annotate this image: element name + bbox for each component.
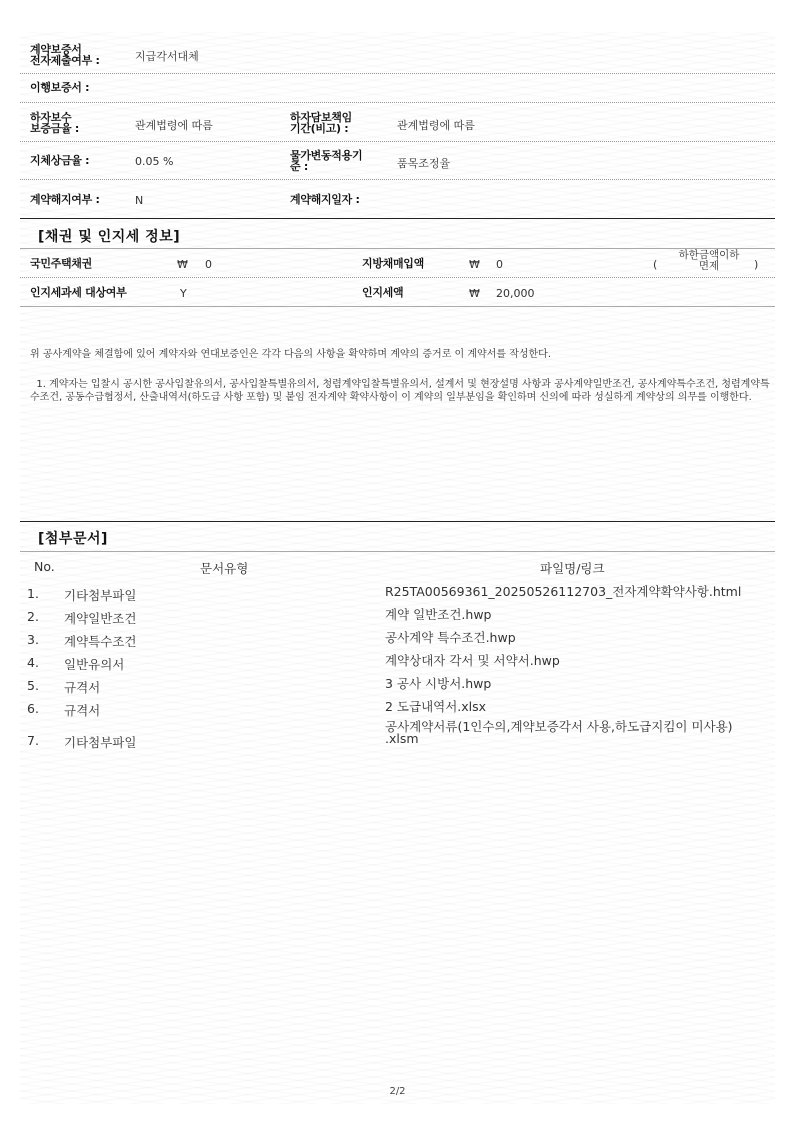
termination-date-label: 계약해지일자 : (290, 193, 360, 206)
defect-period-value: 관계법령에 따름 (397, 119, 475, 132)
attachment-file-link[interactable]: 계약 일반조건.hwp (385, 607, 492, 622)
attachment-no: 1. (27, 586, 39, 601)
section-divider (20, 218, 775, 219)
col-file-header: 파일명/링크 (540, 561, 605, 576)
page-number: 2/2 (389, 1086, 406, 1097)
housing-bond-value: 0 (205, 258, 212, 271)
housing-bond-label: 국민주택채권 (30, 257, 92, 270)
intro-paragraph: 위 공사계약을 체결함에 있어 계약자와 연대보증인은 각각 다음의 사항을 확약하며 계약의 증거로 이 계약서를 작성한다. (30, 349, 552, 360)
attachment-no: 5. (27, 678, 39, 693)
defect-amount-label: 하자보수 보증금율 : (30, 111, 79, 135)
attachment-type: 기타첨부파일 (64, 588, 137, 603)
price-adjust-label: 물가변동적용기 준 : (290, 149, 363, 173)
termination-value: N (135, 194, 144, 207)
local-bond-label: 지방채매입액 (362, 257, 424, 270)
stamp-target-value: Y (180, 287, 187, 300)
divider (20, 102, 775, 103)
penalty-value: 0.05 % (135, 155, 174, 168)
penalty-label: 지체상금율 : (30, 154, 90, 167)
divider (20, 277, 775, 278)
divider (20, 179, 775, 180)
divider (20, 73, 775, 74)
stamp-tax-value: 20,000 (496, 287, 535, 300)
attachment-type: 계약특수조건 (64, 634, 137, 649)
attachment-no: 6. (27, 701, 39, 716)
local-bond-note-open: ( (653, 258, 658, 271)
defect-period-label: 하자담보책임 기간(비고) : (290, 111, 352, 135)
attachment-type: 규격서 (64, 680, 101, 695)
attachment-no: 3. (27, 632, 39, 647)
attachment-no: 7. (27, 733, 39, 748)
local-bond-note-close: ) (754, 258, 759, 271)
stamp-tax-currency: ₩ (469, 287, 480, 300)
attachment-file-link[interactable]: R25TA00569361_20250526112703_전자계약확약사항.html (385, 584, 742, 599)
contract-page (20, 32, 775, 1104)
attachment-no: 2. (27, 609, 39, 624)
guarantee-submit-value: 지급각서대체 (135, 50, 199, 63)
housing-bond-currency: ₩ (177, 258, 188, 271)
local-bond-value: 0 (496, 258, 503, 271)
defect-amount-value: 관계법령에 따름 (135, 119, 213, 132)
bond-section-title: [채권 및 인지세 정보] (38, 229, 181, 245)
guarantee-submit-label: 계약보증서 전자제출여부 : (30, 43, 100, 67)
attachment-type: 일반유의서 (64, 657, 125, 672)
attachment-file-link[interactable]: 공사계약서류(1인수의,계약보증각서 사용,하도급지킴이 미사용) .xlsm (385, 719, 733, 746)
divider (20, 141, 775, 142)
section-divider (20, 521, 775, 522)
attachment-file-link[interactable]: 3 공사 시방서.hwp (385, 676, 492, 691)
stamp-target-label: 인지세과세 대상여부 (30, 286, 127, 299)
attachment-file-link[interactable]: 2 도급내역서.xlsx (385, 699, 487, 714)
termination-label: 계약해지여부 : (30, 193, 100, 206)
divider (20, 551, 775, 552)
attachment-type: 기타첨부파일 (64, 735, 137, 750)
attachment-type: 규격서 (64, 703, 101, 718)
performance-label: 이행보증서 : (30, 81, 90, 94)
divider (20, 248, 775, 249)
local-bond-currency: ₩ (469, 258, 480, 271)
col-no-header: No. (34, 559, 55, 574)
divider (20, 306, 775, 307)
attachment-type: 계약일반조건 (64, 611, 137, 626)
attachment-no: 4. (27, 655, 39, 670)
attachment-file-link[interactable]: 공사계약 특수조건.hwp (385, 630, 516, 645)
local-bond-note: 하한금액이하 면제 (678, 249, 740, 272)
attachment-file-link[interactable]: 계약상대자 각서 및 서약서.hwp (385, 653, 560, 668)
price-adjust-value: 품목조정율 (397, 157, 451, 170)
attachments-title: [첨부문서] (38, 531, 108, 547)
col-type-header: 문서유형 (200, 561, 249, 576)
clause-paragraph: 1. 계약자는 입찰시 공시한 공사입찰유의서, 공사입찰특별유의서, 청렴계약입찰특별유의서, 설계서 및 현장설명 사항과 공사계약일반조건, 공사계약특수조건, 청렴계약특수조건, 공동수급협정서, 산출내역서(하도급 사항 포함) 및 붙임 전자계약 확약사항이 이 계약의 일부분임을 확인하며 신의에 따라 성실하게 계약상의 의무를 이행한다. (30, 379, 770, 403)
stamp-tax-label: 인지세액 (362, 286, 404, 299)
